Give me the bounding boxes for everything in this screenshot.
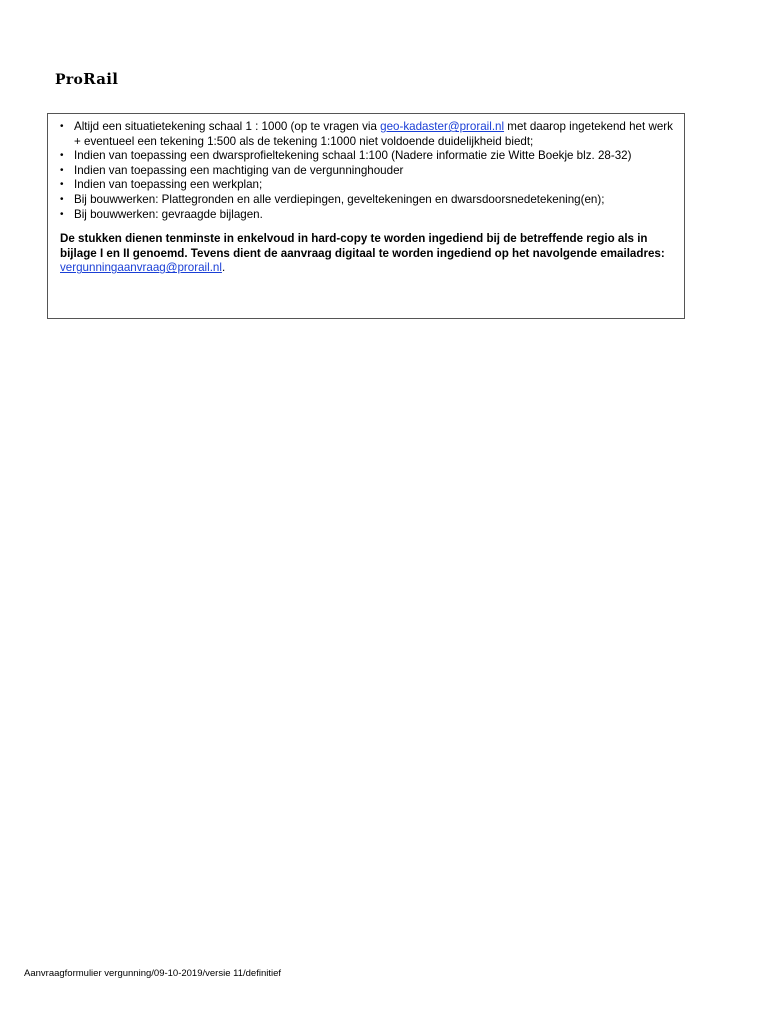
notice-end: . bbox=[221, 261, 226, 275]
page-footer: Aanvraagformulier vergunning/09-10-2019/versie 11/definitief bbox=[24, 968, 282, 979]
list-item-text: Bij bouwwerken: Plattegronden en alle verdiepingen, geveltekeningen en dwarsdoorsnedetekening(en); bbox=[74, 192, 605, 206]
list-item-text: Indien van toepassing een machtiging van de vergunninghouder bbox=[74, 163, 404, 177]
bullet-icon: • bbox=[60, 208, 64, 220]
prorail-logo bbox=[55, 70, 118, 88]
notice-text: De stukken dienen tenminste in enkelvoud in hard-copy te worden ingediend bij de betreffende regio als in bijlage I en II genoemd. Tevens dient de aanvraag digitaal te worden ingediend op het navolgende emailadres: bbox=[60, 232, 665, 260]
list-item-text: Indien van toepassing een dwarsprofieltekening schaal 1:100 (Nadere informatie zie Witte Boekje blz. 28-32) bbox=[74, 149, 632, 163]
list-item-text: Indien van toepassing een werkplan; bbox=[74, 178, 263, 192]
requirements-box bbox=[47, 113, 685, 319]
list-item bbox=[60, 149, 674, 164]
list-item bbox=[60, 193, 674, 208]
logo-rail-text: Rail bbox=[83, 70, 119, 88]
bullet-icon: • bbox=[60, 179, 64, 191]
list-item-text: met daarop ingetekend het werk + eventueel een tekening 1:500 als de tekening 1:1000 niet voldoende duidelijkheid biedt; bbox=[74, 120, 673, 148]
list-item bbox=[60, 178, 674, 193]
bullet-icon: • bbox=[60, 121, 64, 132]
list-item bbox=[60, 208, 674, 223]
vergunningaanvraag-email-link[interactable]: vergunningaanvraag@prorail.nl bbox=[60, 261, 222, 275]
submission-notice bbox=[60, 232, 674, 276]
bullet-icon: • bbox=[60, 164, 64, 176]
list-item bbox=[60, 120, 674, 149]
logo-pro-text: Pro bbox=[55, 72, 84, 88]
geo-kadaster-email-link[interactable]: geo-kadaster@prorail.nl bbox=[380, 120, 505, 133]
requirements-list bbox=[60, 120, 674, 222]
list-item-text: Altijd een situatietekening schaal 1 : 1000 (op te vragen via bbox=[74, 120, 381, 133]
bullet-icon: • bbox=[60, 193, 64, 205]
list-item-text: Bij bouwwerken: gevraagde bijlagen. bbox=[74, 207, 263, 221]
list-item bbox=[60, 164, 674, 179]
bullet-icon: • bbox=[60, 150, 64, 162]
